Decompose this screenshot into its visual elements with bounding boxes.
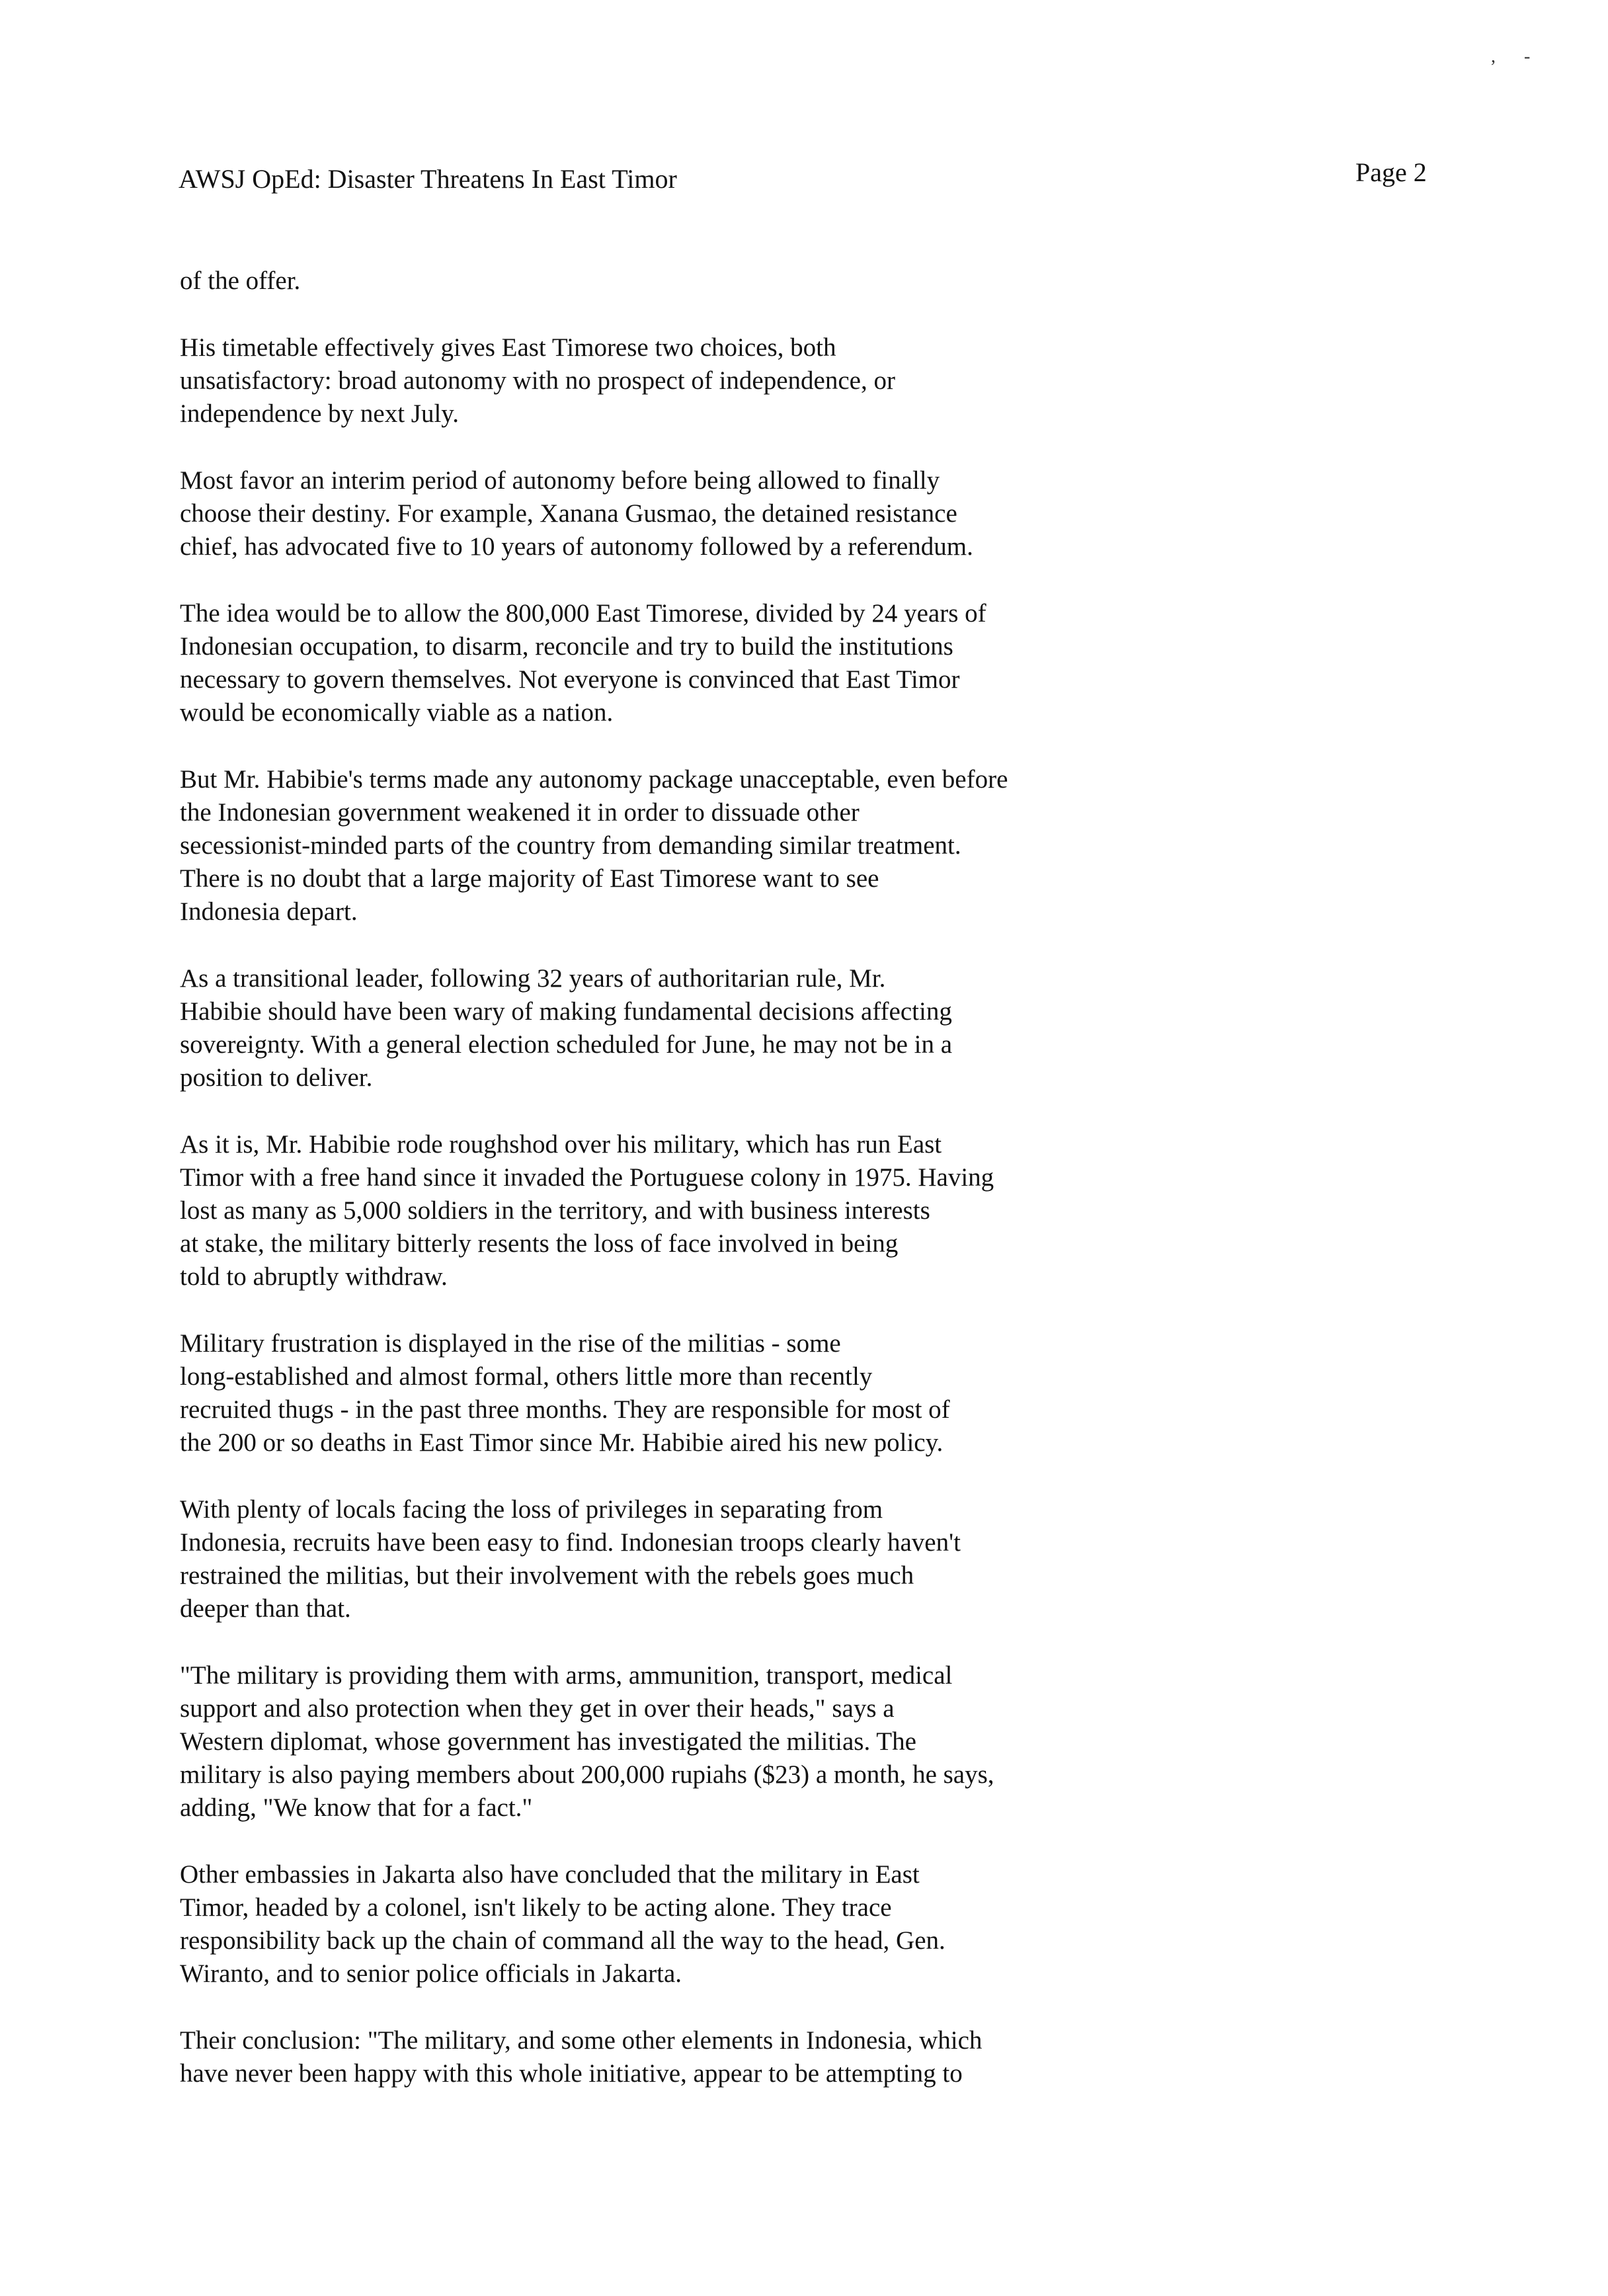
text-line: recruited thugs - in the past three months. They are responsible for most of bbox=[180, 1395, 950, 1424]
text-line: There is no doubt that a large majority of East Timorese want to see bbox=[180, 864, 879, 893]
article-body bbox=[180, 265, 1106, 2124]
paragraph bbox=[180, 1858, 1106, 1990]
text-line: Western diplomat, whose government has investigated the militias. The bbox=[180, 1727, 916, 1756]
text-line: The idea would be to allow the 800,000 East Timorese, divided by 24 years of bbox=[180, 599, 986, 628]
text-line: Timor with a free hand since it invaded the Portuguese colony in 1975. Having bbox=[180, 1163, 994, 1192]
text-line: military is also paying members about 200,000 rupiahs ($23) a month, he says, bbox=[180, 1760, 994, 1789]
paragraph bbox=[180, 1659, 1106, 1824]
text-line: deeper than that. bbox=[180, 1594, 351, 1623]
text-line: Habibie should have been wary of making fundamental decisions affecting bbox=[180, 997, 952, 1026]
text-line: choose their destiny. For example, Xanana Gusmao, the detained resistance bbox=[180, 499, 957, 528]
text-line: Wiranto, and to senior police officials in Jakarta. bbox=[180, 1959, 682, 1988]
paragraph bbox=[180, 2024, 1106, 2090]
paragraph bbox=[180, 962, 1106, 1094]
text-line: sovereignty. With a general election scheduled for June, he may not be in a bbox=[180, 1030, 953, 1059]
text-line: necessary to govern themselves. Not everyone is convinced that East Timor bbox=[180, 665, 960, 694]
text-line: the Indonesian government weakened it in order to dissuade other bbox=[180, 798, 860, 827]
text-line: Indonesia depart. bbox=[180, 897, 358, 926]
text-line: restrained the militias, but their involvement with the rebels goes much bbox=[180, 1561, 914, 1590]
paragraph bbox=[180, 265, 1106, 298]
text-line: Their conclusion: "The military, and some other elements in Indonesia, which bbox=[180, 2026, 983, 2055]
text-line: support and also protection when they get in over their heads," says a bbox=[180, 1694, 895, 1723]
paragraph bbox=[180, 1493, 1106, 1625]
text-line: lost as many as 5,000 soldiers in the territory, and with business interests bbox=[180, 1196, 930, 1225]
text-line: His timetable effectively gives East Timorese two choices, both bbox=[180, 333, 836, 362]
text-line: As it is, Mr. Habibie rode roughshod over his military, which has run East bbox=[180, 1130, 942, 1159]
text-line: at stake, the military bitterly resents the loss of face involved in being bbox=[180, 1229, 899, 1258]
paragraph bbox=[180, 1128, 1106, 1293]
text-line: As a transitional leader, following 32 years of authoritarian rule, Mr. bbox=[180, 964, 886, 993]
text-line: would be economically viable as a nation. bbox=[180, 698, 614, 727]
text-line: But Mr. Habibie's terms made any autonomy package unacceptable, even before bbox=[180, 765, 1008, 794]
text-line: responsibility back up the chain of command all the way to the head, Gen. bbox=[180, 1926, 945, 1955]
text-line: Other embassies in Jakarta also have concluded that the military in East bbox=[180, 1860, 920, 1889]
text-line: the 200 or so deaths in East Timor since Mr. Habibie aired his new policy. bbox=[180, 1428, 944, 1457]
text-line: secessionist-minded parts of the country from demanding similar treatment. bbox=[180, 831, 961, 860]
text-line: Indonesian occupation, to disarm, reconcile and try to build the institutions bbox=[180, 632, 953, 661]
text-line: Timor, headed by a colonel, isn't likely to be acting alone. They trace bbox=[180, 1893, 892, 1922]
paragraph bbox=[180, 763, 1106, 928]
text-line: "The military is providing them with arms, ammunition, transport, medical bbox=[180, 1661, 953, 1690]
text-line: Military frustration is displayed in the rise of the militias - some bbox=[180, 1329, 841, 1358]
paragraph bbox=[180, 597, 1106, 729]
corner-mark: , - bbox=[1491, 46, 1543, 67]
paragraph bbox=[180, 1327, 1106, 1459]
page-number: Page 2 bbox=[1355, 157, 1427, 187]
text-line: have never been happy with this whole initiative, appear to be attempting to bbox=[180, 2059, 963, 2088]
text-line: independence by next July. bbox=[180, 399, 460, 428]
text-line: chief, has advocated five to 10 years of autonomy followed by a referendum. bbox=[180, 532, 973, 561]
text-line: position to deliver. bbox=[180, 1063, 373, 1092]
text-line: With plenty of locals facing the loss of privileges in separating from bbox=[180, 1495, 883, 1524]
paragraph bbox=[180, 331, 1106, 430]
text-line: unsatisfactory: broad autonomy with no prospect of independence, or bbox=[180, 366, 895, 395]
text-line: adding, "We know that for a fact." bbox=[180, 1793, 533, 1822]
text-line: told to abruptly withdraw. bbox=[180, 1262, 448, 1291]
text-line: Indonesia, recruits have been easy to find. Indonesian troops clearly haven't bbox=[180, 1528, 961, 1557]
text-line: of the offer. bbox=[180, 266, 301, 295]
paragraph bbox=[180, 464, 1106, 563]
document-header-title: AWSJ OpEd: Disaster Threatens In East Timor bbox=[179, 164, 677, 194]
text-line: long-established and almost formal, others little more than recently bbox=[180, 1362, 873, 1391]
text-line: Most favor an interim period of autonomy before being allowed to finally bbox=[180, 466, 940, 495]
